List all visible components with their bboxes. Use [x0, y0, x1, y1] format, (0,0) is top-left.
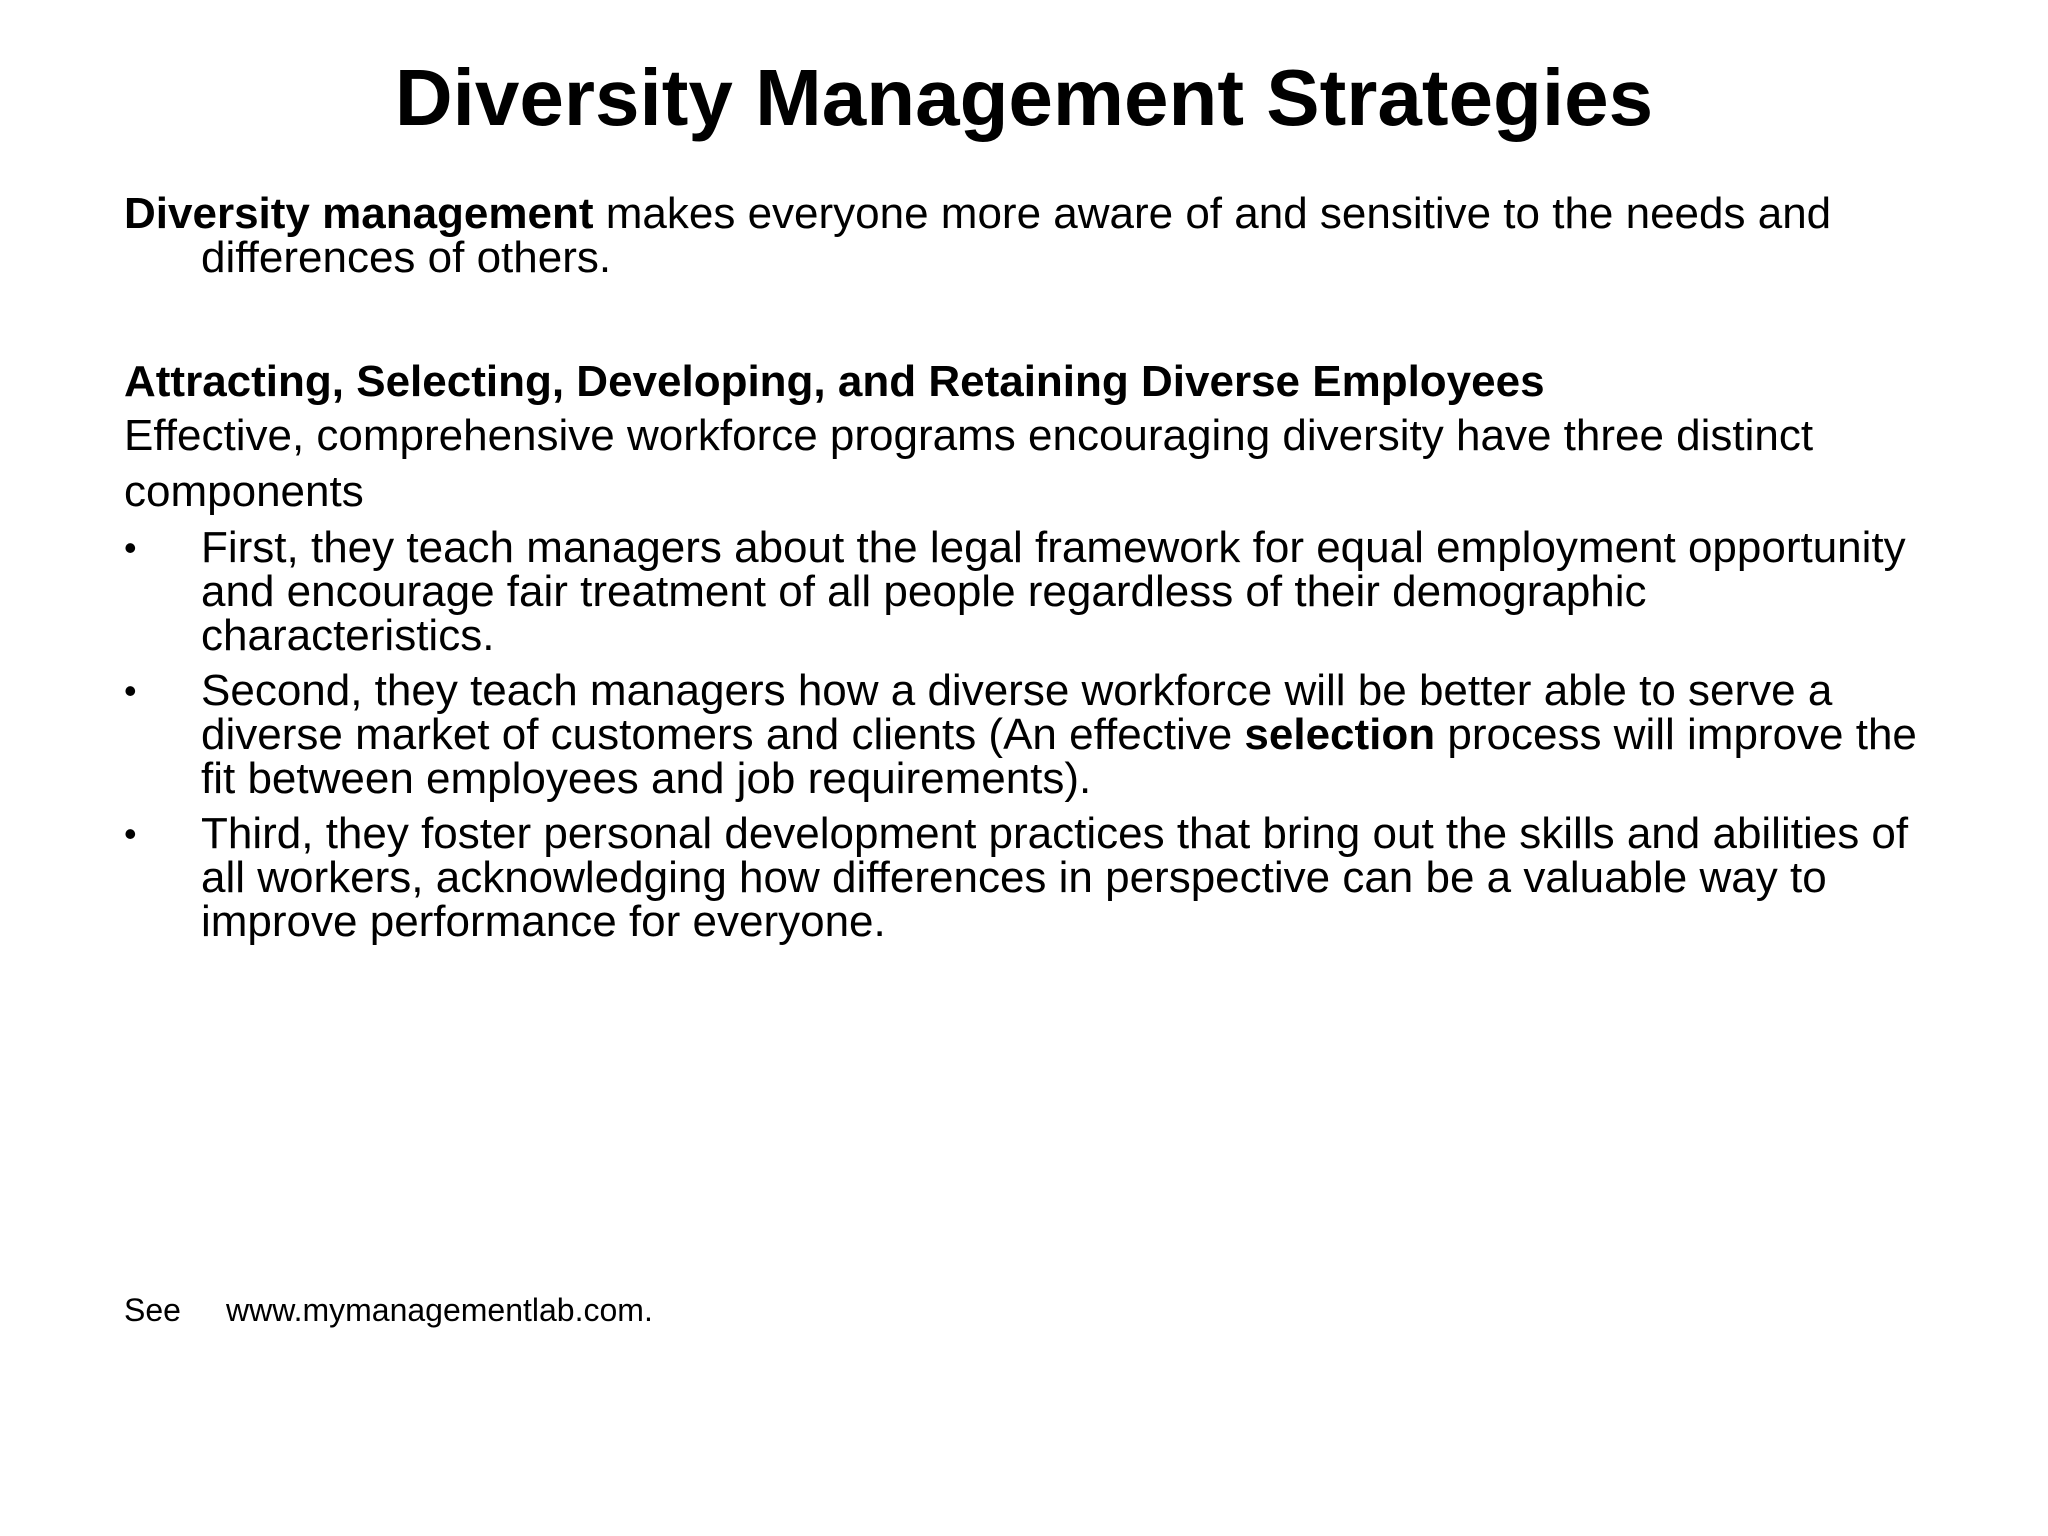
bullet-list: [124, 523, 1944, 955]
footer-url: www.mymanagementlab.com.: [226, 1292, 653, 1328]
slide-title: Diversity Management Strategies: [394, 53, 1654, 142]
intro-bold-term: Diversity management: [124, 189, 594, 238]
bullet-text: Second, they teach managers how a diverse workforce will be better able to serve a diverse market of customers and clients (An effective: [201, 666, 1833, 759]
bullet-icon: •: [124, 527, 137, 568]
footer-reference: [124, 1290, 653, 1330]
section-subheading: Attracting, Selecting, Developing, and Retaining Diverse Employees: [124, 357, 1545, 406]
bullet-icon: •: [124, 670, 137, 711]
bullet-item-second: [124, 666, 1944, 803]
lead-paragraph: Effective, comprehensive workforce programs encouraging diversity have three distinct components: [124, 411, 1814, 516]
bullet-text: Third, they foster personal development practices that bring out the skills and abilities of all workers, acknowledging how differences in perspective can be a valuable way to improve performance for everyone.: [201, 809, 1909, 946]
bullet-icon: •: [124, 813, 137, 854]
bullet-text: First, they teach managers about the legal framework for equal employment opportunity and encourage fair treatment of all people regardless of their demographic characteristics.: [201, 523, 1906, 660]
intro-text: makes everyone more aware of and sensitive to the needs and differences of others.: [201, 189, 1832, 282]
intro-paragraph: [124, 189, 2021, 282]
footer-see-label: See: [124, 1292, 181, 1328]
bullet-item-third: [124, 809, 1944, 946]
bullet-text-end: process will improve the fit between employees and job requirements).: [201, 710, 1917, 803]
bullet-bold-term: selection: [1244, 710, 1436, 759]
bullet-item-first: [124, 523, 1944, 660]
